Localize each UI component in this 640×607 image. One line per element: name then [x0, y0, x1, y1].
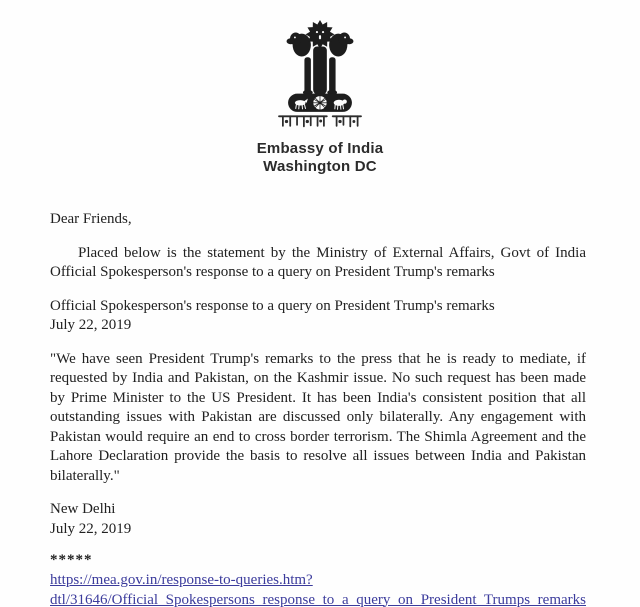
letter-body: [0, 176, 640, 607]
date-line: July 22, 2019: [50, 520, 132, 537]
asterisk-separator: *****: [50, 552, 93, 568]
intro-paragraph: Placed below is the statement by the Ministry of External Affairs, Govt of India Official Spokesperson's response to a query on President Trump's remarks: [50, 244, 586, 280]
salutation: Dear Friends,: [50, 211, 132, 227]
mea-link-line2[interactable]: dtl/31646/Official Spokespersons response to a query on President Trumps remarks: [50, 591, 586, 607]
satyameva-jayate-motto: [278, 114, 362, 128]
signoff-block: [50, 500, 586, 539]
org-name: Embassy of India: [256, 140, 384, 157]
emblem-of-india: [278, 10, 362, 128]
letterhead: [0, 0, 640, 176]
mea-link-line1[interactable]: https://mea.gov.in/response-to-queries.htm?: [50, 572, 313, 588]
place-line: New Delhi: [50, 501, 116, 517]
emblem-of-india-icon: [282, 10, 358, 112]
statement-heading-block: [50, 297, 586, 336]
org-city: Washington DC: [263, 158, 377, 175]
statement-date: July 22, 2019: [50, 317, 132, 333]
source-links: [50, 571, 586, 607]
statement-body: "We have seen President Trump's remarks to the press that he is ready to mediate, if requested by India and Pakistan, on the Kashmir issue. No such request has been made by Prime Minister to the US President. It has been India's consistent position that all outstanding issues with Pakistan are discussed only bilaterally. Any engagement with Pakistan would require an end to cross border terrorism. The Shimla Agreement and the Lahore Declaration provide the basis to resolve all issues between India and Pakistan bilaterally.": [50, 350, 586, 484]
ashoka-chakra-icon: [313, 96, 327, 110]
statement-title: Official Spokesperson's response to a query on President Trump's remarks: [50, 297, 495, 314]
